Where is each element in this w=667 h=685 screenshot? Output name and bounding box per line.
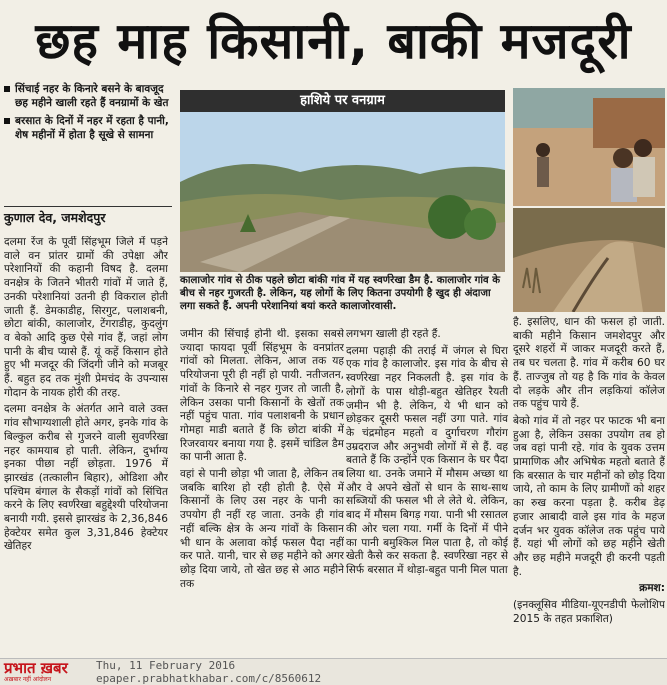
bullet-square-icon	[4, 118, 10, 124]
bullet-item	[4, 114, 172, 142]
section-banner: हाशिये पर वनग्राम	[180, 90, 505, 112]
bullet-item	[4, 82, 172, 110]
paragraph: जमीन की सिंचाई होनी थी. इसका सबसे ज्यादा फायदा पूर्वी सिंहभूम के वनप्रांतर गांवों को मिलता. लेकिन, आज तक यह परियोजना पूरी ही नहीं हो पायी. नतीजतन, गांवों के किनारे से नहर गुजर तो जाती है, लेकिन उसका पानी किसानों के खेतों तक नहीं पहुंच पाता. गांव पलाशबनी के प्रधान गोमहा माडी बताते हैं कि छोटा बांकी में रिजरवायर बनाया गया है. इसमें चांडिल डैम का पानी आता है.	[180, 328, 344, 464]
headline: छह माह किसानी, बाकी मजदूरी	[35, 12, 632, 70]
paragraph: दलमा वनक्षेत्र के अंतर्गत आने वाले उक्त गांव सौभाग्यशाली होते अगर, इनके गांव के बिल्कुल करीब से गुजरने वाली सुवर्णरेखा नहर कामयाब हो पाती. लेकिन, दुर्भाग्य इनका पीछा नहीं छोड़ता. 1976 में झारखंड (तत्कालीन बिहार), ओडिशा और पश्चिम बंगाल के सैकड़ों गांवों को सिंचित करने के लिए स्वर्णरेखा बहुद्देश्यी परियोजना बनायी गयी. इससे झारखंड के 2,36,846 हेक्टेयर समेत कुल 3,31,846 हेक्टेयर खेतिहर	[4, 403, 168, 553]
photo-caption: कालाजोर गांव से ठीक पहले छोटा बांकी गांव में यह स्वर्णरेखा डैम है. कालाजोर गांव के बीच से नहर गुजरती है. लेकिन, यह लोगों के लिए कितना उपयोगी है खुद ही अंदाजा लगा सकते हैं. अपनी परेशानियां बयां करते कालाजोरवासी.	[180, 275, 501, 312]
article-column-2	[180, 328, 344, 654]
paragraph: बेको गांव में तो नहर पर फाटक भी बना हुआ है, लेकिन उसका उपयोग तब हो जब वहां पानी रहे. गांव के युवक उत्तम प्रामाणिक और अभिषेक महतो बताते हैं कि बरसात के चार महीनों को छोड़ दिया जाये, तो काम के लिए ग्रामीणों को शहर का रुख करना पड़ता है. करीब डेढ़ हजार आबादी वाले इस गांव के महज दर्जन भर युवक कॉलेज तक पहुंच पाये हैं. यहां भी लोगों को छह महीने खेती और छह महीने मजदूरी ही करनी पड़ती है.	[513, 414, 665, 578]
fellowship-note: (इनक्लूसिव मीडिया-यूएनडीपी फेलोशिप 2015 के तहत प्रकाशित)	[513, 599, 665, 625]
paragraph: दलमा रेंज के पूर्वी सिंहभूम जिले में पड़ने वाले वन प्रांतर ग्रामों की उपेक्षा और परेशानियों की कहानी विषद है. दलमा वनक्षेत्र के जितने भीतरी गांवों में जाते हैं, उनकी परेशानियां उतनी ही विकराल होती जाती हैं. डेमकाडीह, सिरगुट, पलाशबनी, छोटा बांकी, कालाजोर, टेंगराडीह, कुदलुंग व बेको आदि कुछ ऐसे गांव हैं, जहां लोग पानी के बीच प्यासे हैं. यूं कहें किसान होते हुए भी मजदूर की जिंदगी जीने को मजबूर हैं. बहुत हद तक मुंशी प्रेमचंद के उपन्यास गोदान के नायक होरी की तरह.	[4, 236, 168, 399]
paragraph: लगभग खाली ही रहते हैं.	[346, 328, 441, 340]
continued-marker: क्रमश:	[639, 582, 665, 595]
bullet-list	[4, 82, 172, 146]
bullet-text: सिंचाई नहर के किनारे बसने के बावजूद छह महीने खाली रहते हैं वनग्रामों के खेत	[15, 83, 169, 109]
newspaper-logo: प्रभात ख़बर अख़बार नहीं आंदोलन	[4, 659, 68, 683]
byline: कुणाल देव, जमशेदपुर	[4, 206, 172, 226]
dry-canal-photo	[513, 208, 665, 312]
villagers-photo	[513, 88, 665, 206]
paragraph: है. इसलिए, धान की फसल हो जाती. बाकी महीने किसान जमशेदपुर और दूसरे शहरों में जाकर मजदूरी करते हैं, तब घर चलता है. गांव में करीब 60 घर हैं. ताज्जुब तो यह है कि गांव के केवल दो लड़के और तीन लड़कियां कॉलेज तक पहुंच पाये हैं.	[513, 316, 665, 411]
footer-dateline	[96, 659, 321, 685]
epaper-url[interactable]: epaper.prabhatkhabar.com/c/8560612	[96, 672, 322, 685]
paragraph: दलमा पहाड़ी की तराई में जंगल से घिरा एक गांव है कालाजोर. इस गांव के बीच से स्वर्णरेखा नहर निकलती है. इस गांव के लोगों के पास थोड़ी-बहुत खेतिहर रैयती जमीन भी है. लेकिन, ये भी धान को छोड़कर दूसरी फसल नहीं उगा पाते. गांव के चंद्रमोहन महतो व दुर्गाचरण गौरांग उम्रदराज और अनुभवी लोगों में से हैं. वह बताते हैं कि उन्होंने एक किसान के घर पैदा लिया था. उनके जमाने में मौसम अच्छा था और वे अपने खेतों से धान के साथ-साथ सब्जियों की फसल भी ले लेते थे. लेकिन, बाद में मौसम बिगड़ गया. पानी भी रसातल की ओर चला गया. गर्मी के दिनों में पीने का पानी बमुश्किल मिल पाता है, तो कोई खेती कैसे कर सकता है. स्वर्णरेखा नहर से सिर्फ बरसात में थोड़ा-बहुत पानी मिल पाता	[346, 344, 508, 576]
epaper-footer	[0, 658, 667, 685]
bullet-square-icon	[4, 86, 10, 92]
dam-photo	[180, 112, 505, 272]
paragraph: वहां से पानी छोड़ा भी जाता है, लेकिन तब जबकि बारिश हो रही होती है. ऐसे में किसानों के लिए उस नहर के पानी का उपयोग ही नहीं रह जाता. उनके ही गांव नहीं बल्कि क्षेत्र के अन्य गांवों के किसान भी धान के अलावा कोई फसल पैदा नहीं कर पाते. यानी, चार से छह महीने को अगर छोड़ दिया जाये, तो खेत छह से आठ महीने तक	[180, 468, 344, 590]
article-column-4	[513, 316, 665, 654]
bullet-text: बरसात के दिनों में नहर में रहता है पानी, शेष महीनों में होता है सूखे से सामना	[15, 115, 169, 141]
article-column-3	[346, 328, 508, 654]
edition-date: Thu, 11 February 2016	[96, 659, 236, 672]
article-column-1	[4, 236, 168, 654]
